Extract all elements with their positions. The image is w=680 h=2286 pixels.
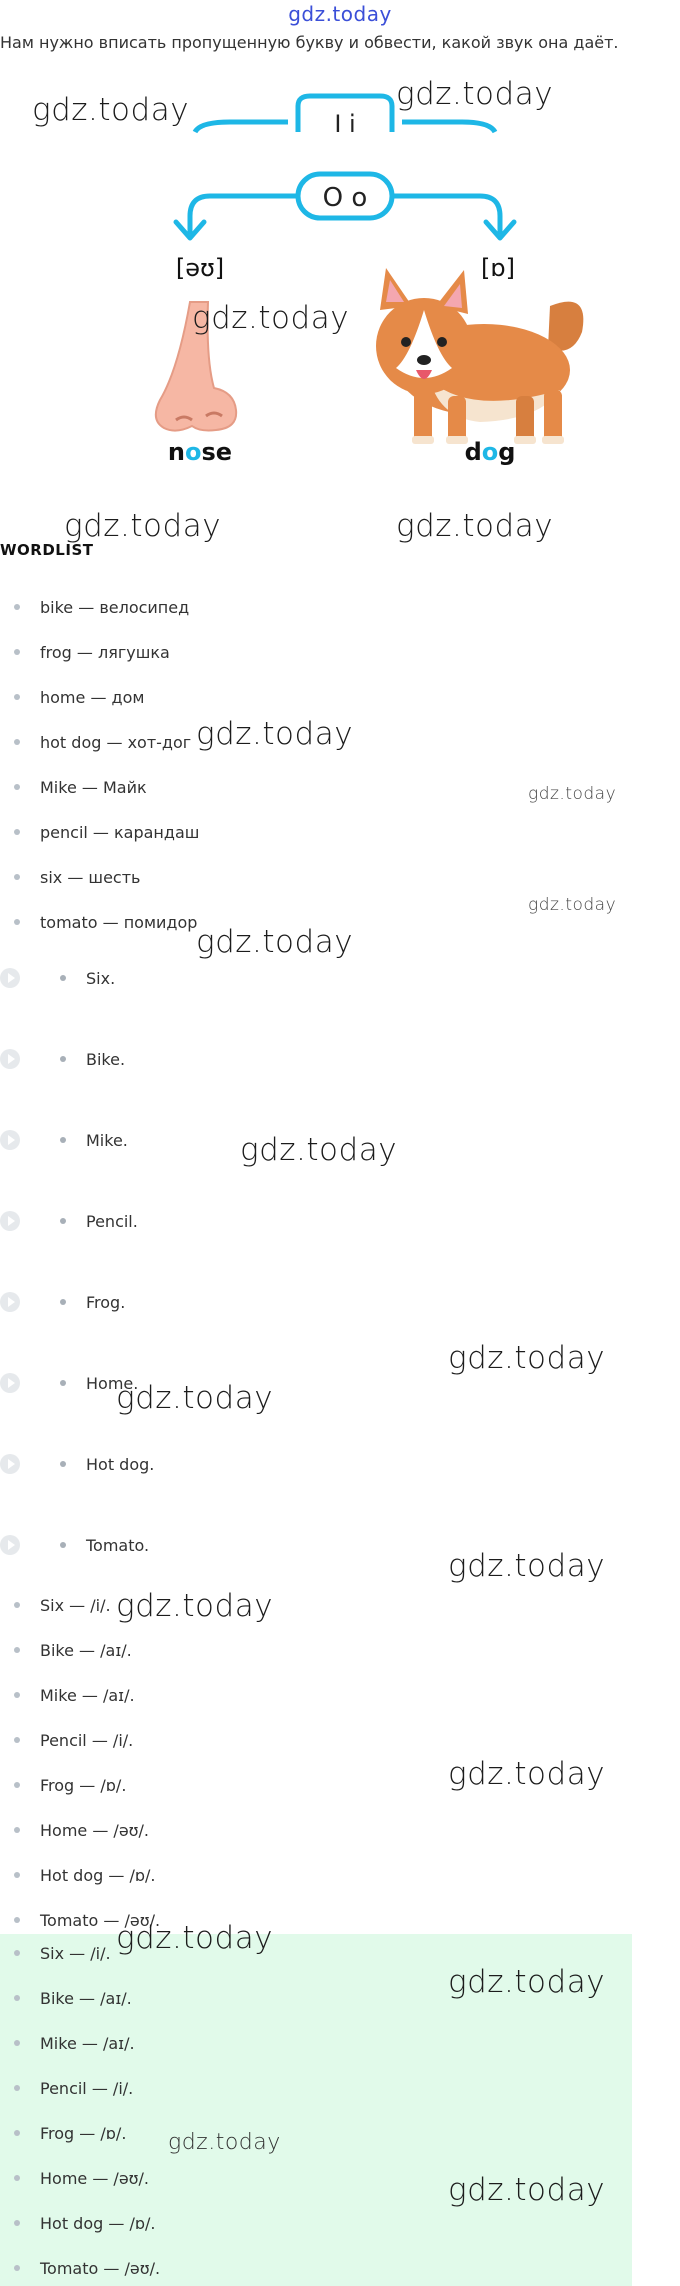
bullet	[60, 1218, 66, 1224]
list-item: Hot dog — /ɒ/.	[0, 2208, 155, 2238]
watermark: gdz.today	[196, 924, 354, 960]
task-instruction: Нам нужно вписать пропущенную букву и обвести, какой звук она даёт.	[0, 33, 619, 52]
vowel-diagram	[0, 70, 680, 500]
audio-item: Home.	[0, 1368, 138, 1398]
left-connector-top	[195, 122, 288, 132]
bullet	[14, 1782, 20, 1788]
list-item: Mike — /aɪ/.	[0, 2028, 135, 2058]
list-item: Six — /i/.	[0, 1938, 111, 1968]
letter-o-text: O o	[322, 183, 368, 213]
bullet	[14, 2085, 20, 2091]
bullet	[14, 649, 20, 655]
watermark: gdz.today	[116, 1920, 274, 1956]
bullet	[14, 1827, 20, 1833]
right-arrow	[394, 196, 500, 234]
bullet	[60, 1056, 66, 1062]
list-item: Tomato — /əʊ/.	[0, 1905, 160, 1935]
word-dog: dog	[464, 438, 516, 466]
list-item: Mike — Майк	[0, 772, 147, 802]
list-item: home — дом	[0, 682, 144, 712]
left-arrow	[190, 196, 296, 234]
watermark: gdz.today	[116, 1380, 274, 1416]
bullet	[14, 2040, 20, 2046]
watermark: gdz.today	[168, 2130, 281, 2155]
bullet	[14, 1917, 20, 1923]
bullet	[14, 2220, 20, 2226]
bullet	[14, 604, 20, 610]
list-item: Bike — /aɪ/.	[0, 1983, 132, 2013]
list-item: Home — /əʊ/.	[0, 2163, 149, 2193]
watermark: gdz.today	[196, 716, 354, 752]
bullet	[60, 1380, 66, 1386]
right-connector-top	[402, 122, 495, 132]
bullet	[14, 1950, 20, 1956]
audio-item: Mike.	[0, 1125, 128, 1155]
letter-i-text: I i	[334, 110, 356, 138]
list-item: Six — /i/.	[0, 1590, 111, 1620]
bullet	[14, 919, 20, 925]
list-item: Pencil — /i/.	[0, 1725, 133, 1755]
watermark: gdz.today	[448, 1756, 606, 1792]
bullet	[14, 874, 20, 880]
list-item: bike — велосипед	[0, 592, 189, 622]
audio-item: Hot dog.	[0, 1449, 154, 1479]
watermark: gdz.today	[32, 92, 190, 128]
dog-illustration	[376, 268, 583, 444]
word-nose: nose	[167, 438, 233, 466]
bullet	[14, 2130, 20, 2136]
list-item: six — шесть	[0, 862, 140, 892]
site-logo[interactable]: gdz.today	[288, 2, 392, 26]
bullet	[14, 1647, 20, 1653]
watermark: gdz.today	[528, 784, 617, 804]
audio-item: Pencil.	[0, 1206, 138, 1236]
bullet	[14, 1995, 20, 2001]
watermark: gdz.today	[116, 1588, 274, 1624]
diagram-graphic	[0, 70, 680, 500]
watermark: gdz.today	[448, 1548, 606, 1584]
list-item: Hot dog — /ɒ/.	[0, 1860, 155, 1890]
audio-item: Tomato.	[0, 1530, 149, 1560]
bullet	[60, 1542, 66, 1548]
watermark: gdz.today	[64, 508, 222, 544]
list-item: Mike — /aɪ/.	[0, 1680, 135, 1710]
audio-item: Six.	[0, 963, 115, 993]
sound-right: [ɒ]	[481, 254, 515, 282]
bullet	[60, 975, 66, 981]
wordlist-title: WORDLIST	[0, 541, 94, 559]
bullet	[14, 1692, 20, 1698]
bullet	[60, 1299, 66, 1305]
list-item: Tomato — /əʊ/.	[0, 2253, 160, 2283]
bullet	[14, 694, 20, 700]
bullet	[14, 739, 20, 745]
watermark: gdz.today	[448, 1340, 606, 1376]
watermark: gdz.today	[448, 2172, 606, 2208]
list-item: frog — лягушка	[0, 637, 170, 667]
list-item: Pencil — /i/.	[0, 2073, 133, 2103]
list-item: Frog — /ɒ/.	[0, 2118, 126, 2148]
list-item: hot dog — хот-дог	[0, 727, 191, 757]
list-item: Frog — /ɒ/.	[0, 1770, 126, 1800]
watermark: gdz.today	[528, 895, 617, 915]
audio-item: Frog.	[0, 1287, 125, 1317]
watermark: gdz.today	[192, 300, 350, 336]
list-item: tomato — помидор	[0, 907, 197, 937]
bullet	[14, 829, 20, 835]
watermark: gdz.today	[448, 1964, 606, 2000]
letter-i-pill	[298, 96, 392, 138]
bullet	[14, 1602, 20, 1608]
audio-item: Bike.	[0, 1044, 125, 1074]
bullet	[60, 1461, 66, 1467]
list-item: Bike — /aɪ/.	[0, 1635, 132, 1665]
watermark: gdz.today	[240, 1132, 398, 1168]
list-item: pencil — карандаш	[0, 817, 199, 847]
watermark: gdz.today	[396, 508, 554, 544]
bullet	[14, 1737, 20, 1743]
bullet	[60, 1137, 66, 1143]
sound-left: [əʊ]	[175, 254, 225, 282]
list-item: Home — /əʊ/.	[0, 1815, 149, 1845]
letter-o-pill	[298, 174, 392, 218]
bullet	[14, 2265, 20, 2271]
bullet	[14, 1872, 20, 1878]
bullet	[14, 2175, 20, 2181]
watermark: gdz.today	[396, 76, 554, 112]
bullet	[14, 784, 20, 790]
